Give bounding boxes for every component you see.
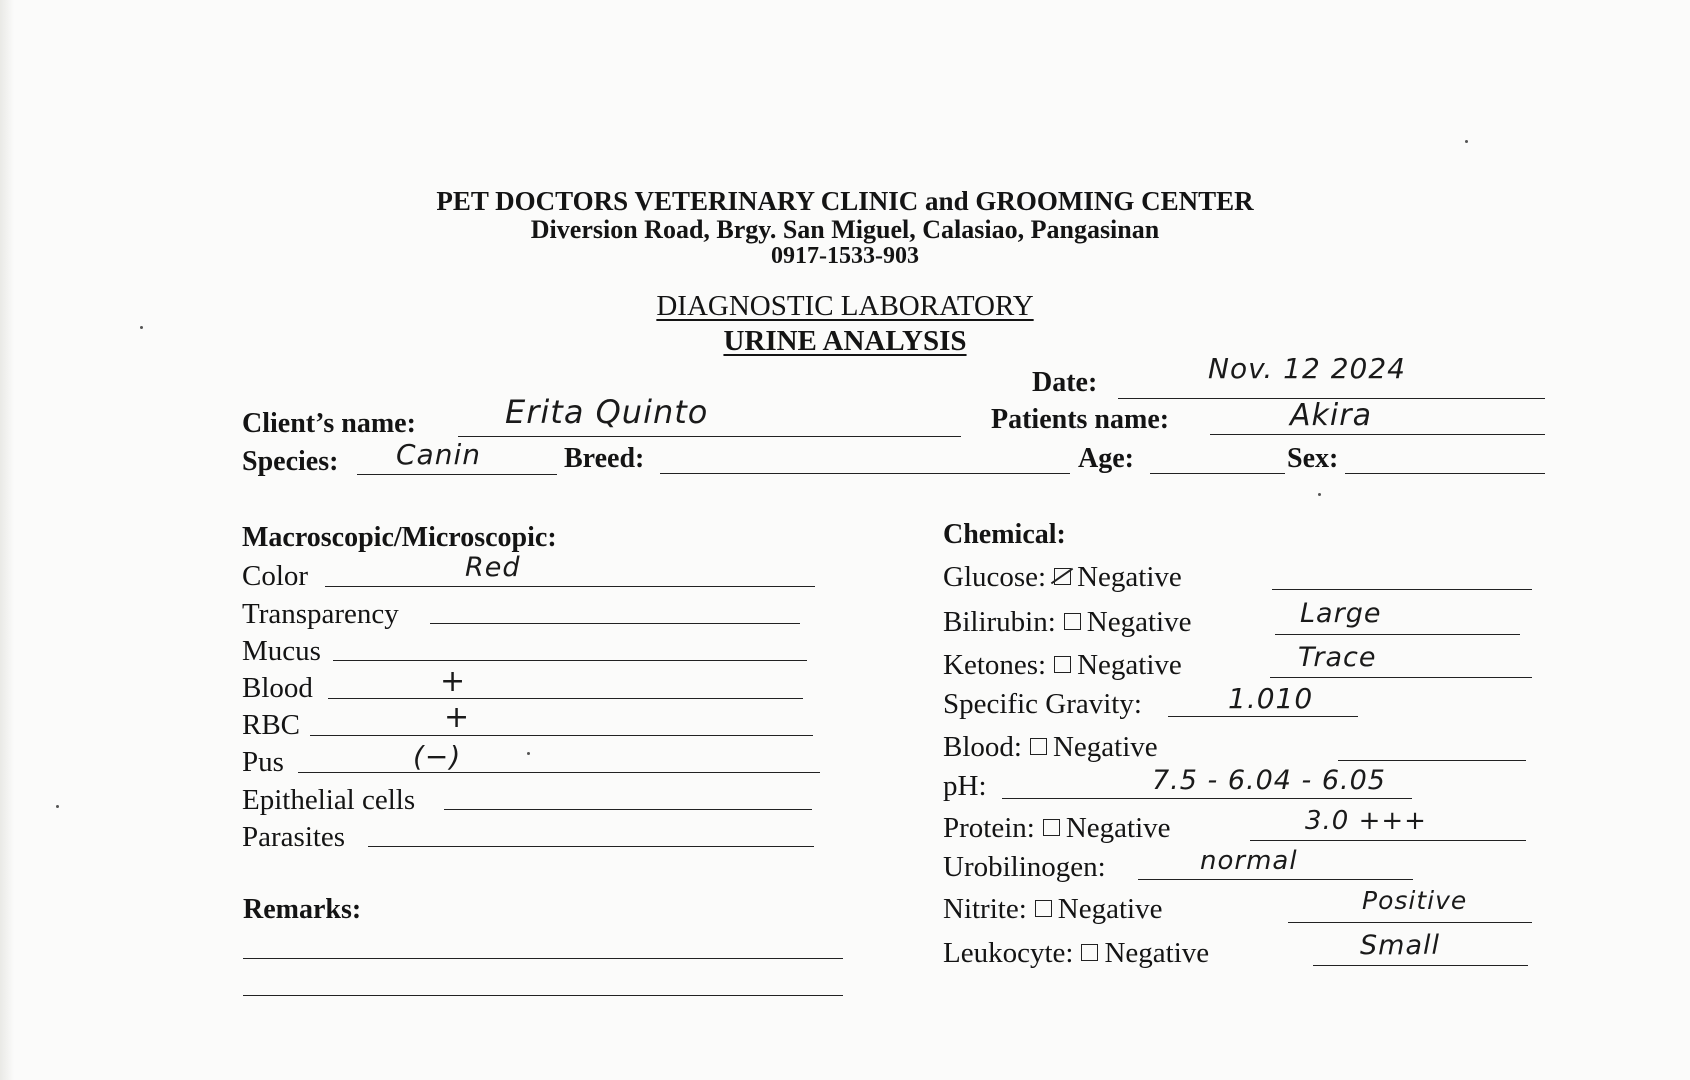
- rbc-value[interactable]: +: [444, 700, 471, 735]
- epithelial-cells-label: Epithelial cells: [242, 784, 416, 816]
- glucose-row: [943, 561, 1182, 594]
- parasites-label: Parasites: [242, 821, 346, 853]
- nitrite-value[interactable]: Positive: [1362, 886, 1468, 915]
- bilirubin-value[interactable]: Large: [1300, 598, 1382, 629]
- ketones-negative-text: Negative: [1077, 649, 1182, 681]
- blood-line: [328, 698, 803, 699]
- species-line: [357, 474, 557, 475]
- glucose-label: Glucose:: [943, 561, 1047, 593]
- ketones-line: [1270, 677, 1532, 678]
- nitrite-label: Nitrite:: [943, 893, 1027, 925]
- ph-value[interactable]: 7.5 - 6.04 - 6.05: [1152, 765, 1386, 796]
- bilirubin-row: [943, 606, 1191, 639]
- leukocyte-value[interactable]: Small: [1360, 930, 1440, 961]
- breed-line: [660, 473, 1070, 474]
- color-value[interactable]: Red: [465, 552, 521, 583]
- age-label: Age:: [1078, 443, 1134, 474]
- protein-row: [943, 812, 1171, 845]
- pus-line: [298, 772, 820, 773]
- transparency-label: Transparency: [242, 598, 399, 630]
- protein-label: Protein:: [943, 812, 1035, 844]
- clinic-phone: 0917-1533-903: [771, 243, 919, 269]
- department-title: DIAGNOSTIC LABORATORY: [656, 290, 1034, 322]
- remarks-line-2[interactable]: [243, 995, 843, 996]
- ph-label: pH:: [943, 770, 987, 802]
- specific-gravity-value[interactable]: 1.010: [1228, 682, 1314, 715]
- patient-name-label: Patients name:: [991, 404, 1170, 435]
- urobilinogen-label: Urobilinogen:: [943, 851, 1106, 883]
- client-name-value[interactable]: Erita Quinto: [505, 393, 709, 431]
- specific-gravity-label: Specific Gravity:: [943, 688, 1142, 720]
- protein-negative-text: Negative: [1065, 812, 1171, 844]
- pus-label: Pus: [242, 746, 284, 778]
- mucus-line: [333, 660, 807, 661]
- test-title: URINE ANALYSIS: [723, 325, 967, 357]
- sex-line: [1345, 473, 1545, 474]
- blood-label: Blood: [242, 672, 313, 704]
- rbc-line: [310, 735, 813, 736]
- clinic-name: PET DOCTORS VETERINARY CLINIC and GROOMING CENTER: [436, 186, 1254, 216]
- ketones-label: Ketones:: [943, 649, 1047, 681]
- transparency-line: [430, 623, 800, 624]
- nitrite-line: [1288, 922, 1532, 923]
- rbc-label: RBC: [242, 709, 301, 741]
- scan-speck: [1318, 493, 1321, 496]
- specific-gravity-line: [1168, 716, 1358, 717]
- protein-negative-checkbox[interactable]: [1043, 819, 1060, 836]
- paper-edge-shadow: [0, 0, 14, 1080]
- age-line: [1150, 473, 1285, 474]
- leukocyte-label: Leukocyte:: [943, 937, 1074, 969]
- urobilinogen-line: [1138, 879, 1413, 880]
- species-label: Species:: [242, 446, 339, 477]
- species-value[interactable]: Canin: [396, 438, 481, 471]
- chem-blood-line: [1338, 760, 1526, 761]
- date-label: Date:: [1032, 367, 1098, 398]
- ketones-negative-checkbox[interactable]: [1054, 656, 1071, 673]
- epithelial-cells-line: [444, 809, 812, 810]
- blood-value[interactable]: +: [440, 664, 467, 699]
- chem-blood-row: [943, 731, 1158, 764]
- parasites-line: [368, 846, 814, 847]
- pus-value[interactable]: (−): [413, 740, 462, 773]
- scan-speck: [527, 752, 530, 755]
- client-name-line: [458, 436, 961, 437]
- protein-line: [1250, 840, 1526, 841]
- color-line: [325, 586, 815, 587]
- urobilinogen-value[interactable]: normal: [1200, 846, 1298, 876]
- ph-line: [1002, 798, 1412, 799]
- leukocyte-negative-checkbox[interactable]: [1081, 944, 1098, 961]
- patient-name-value[interactable]: Akira: [1290, 398, 1372, 433]
- ketones-row: [943, 649, 1182, 682]
- nitrite-negative-text: Negative: [1057, 893, 1163, 925]
- leukocyte-negative-text: Negative: [1104, 937, 1210, 969]
- scan-speck: [140, 326, 143, 329]
- bilirubin-negative-checkbox[interactable]: [1064, 613, 1081, 630]
- leukocyte-row: [943, 937, 1209, 970]
- nitrite-negative-checkbox[interactable]: [1035, 900, 1052, 917]
- macroscopic-heading: Macroscopic/Microscopic:: [242, 522, 557, 553]
- sex-label: Sex:: [1287, 443, 1339, 474]
- nitrite-row: [943, 893, 1162, 926]
- bilirubin-negative-text: Negative: [1086, 606, 1192, 638]
- breed-label: Breed:: [564, 443, 645, 474]
- bilirubin-label: Bilirubin:: [943, 606, 1056, 638]
- ketones-value[interactable]: Trace: [1298, 642, 1377, 673]
- chem-blood-negative-text: Negative: [1052, 731, 1158, 763]
- scan-speck: [56, 805, 59, 808]
- patient-name-line: [1210, 434, 1545, 435]
- chemical-heading: Chemical:: [943, 519, 1066, 550]
- scan-speck: [1465, 140, 1468, 143]
- bilirubin-line: [1275, 634, 1520, 635]
- remarks-line-1[interactable]: [243, 958, 843, 959]
- chem-blood-label: Blood:: [943, 731, 1022, 763]
- protein-value[interactable]: 3.0 +++: [1305, 806, 1427, 836]
- leukocyte-line: [1313, 965, 1528, 966]
- client-name-label: Client’s name:: [242, 408, 416, 439]
- clinic-address: Diversion Road, Brgy. San Miguel, Calasiao, Pangasinan: [530, 215, 1160, 244]
- date-value[interactable]: Nov. 12 2024: [1208, 352, 1406, 385]
- glucose-line: [1272, 589, 1532, 590]
- chem-blood-negative-checkbox[interactable]: [1030, 738, 1047, 755]
- glucose-negative-checkbox[interactable]: [1054, 568, 1071, 585]
- remarks-heading: Remarks:: [243, 894, 362, 925]
- glucose-negative-text: Negative: [1077, 561, 1182, 593]
- color-label: Color: [242, 560, 309, 592]
- mucus-label: Mucus: [242, 635, 321, 667]
